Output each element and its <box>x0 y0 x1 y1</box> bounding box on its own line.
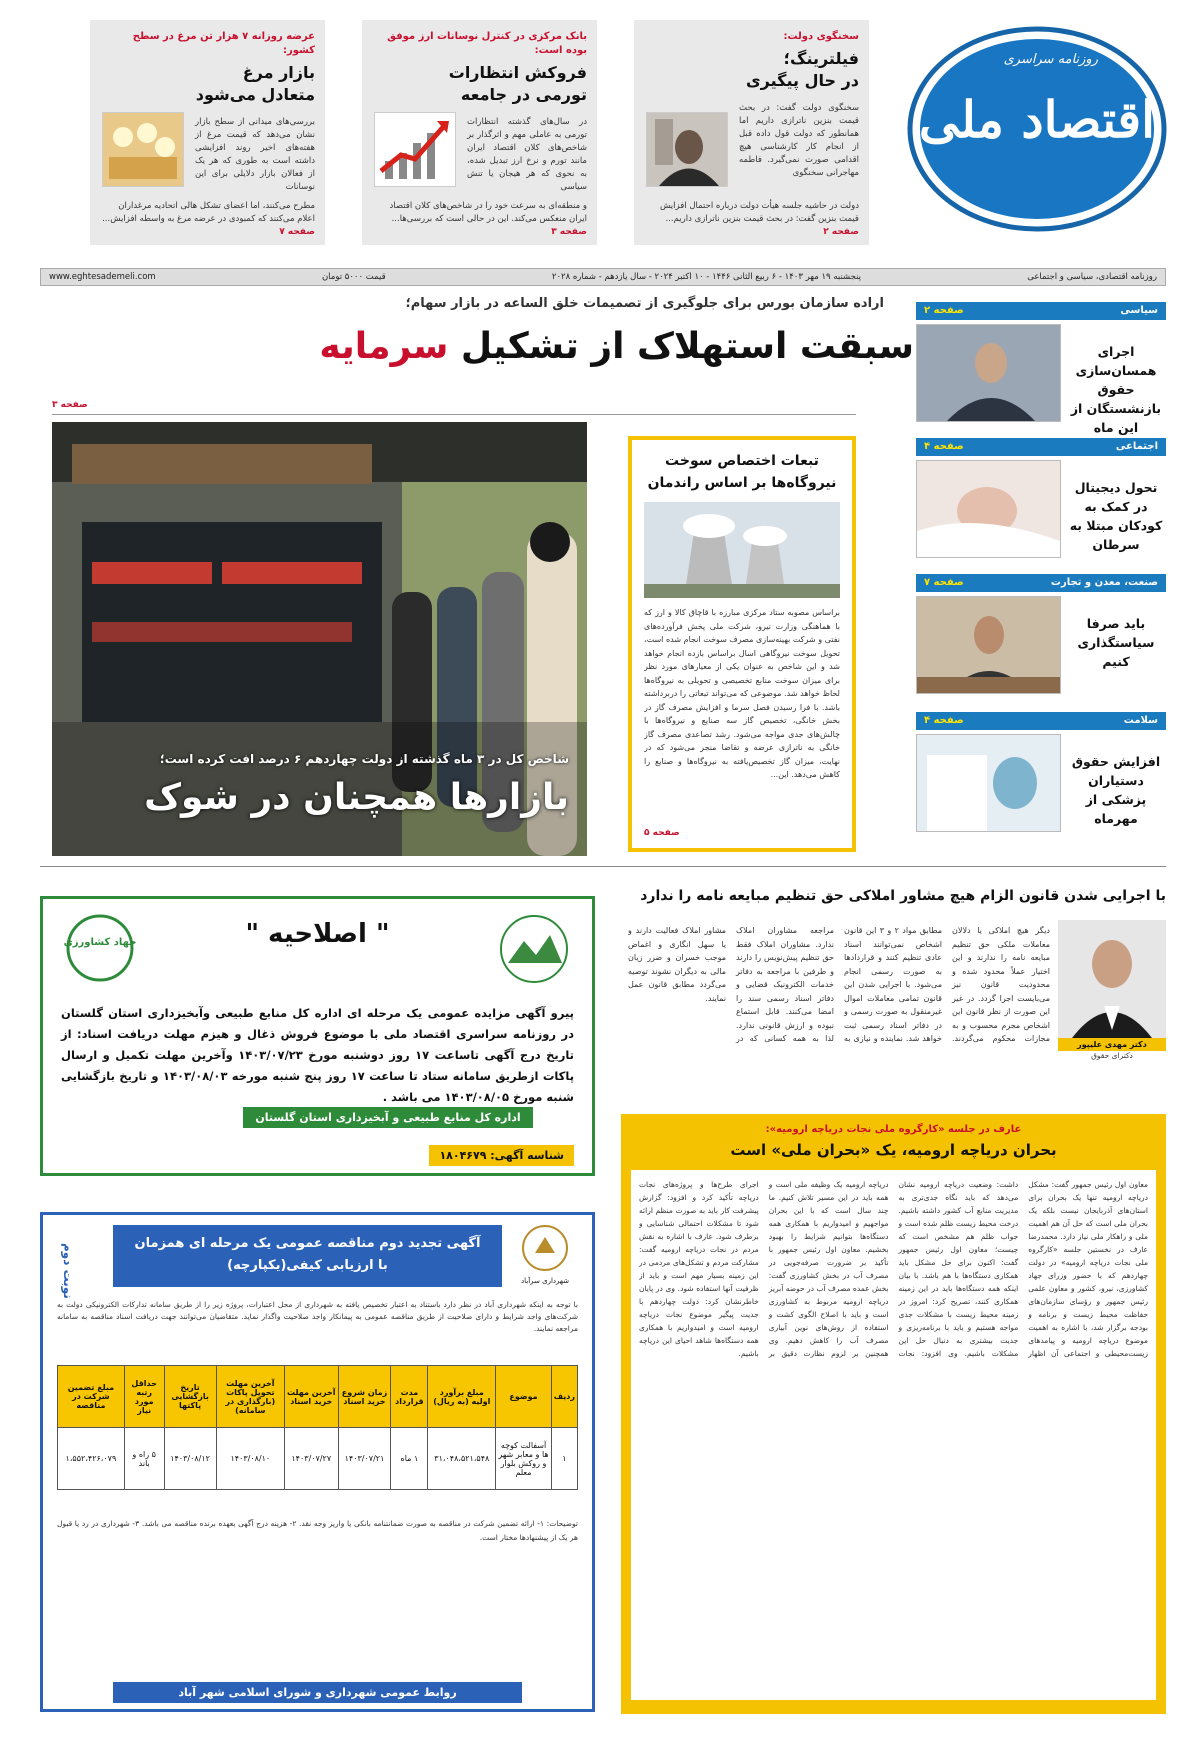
realestate-body: دیگر هیچ املاکی یا دلالان معاملات ملکی حق تنظیم مبایعه نامه را ندارند و این اختیار عملاً محدود شده و محدودیت قانون نیز می‌بایست اجرا گردد. در غیر این صورت از نظر قانون این اشخاص مجرم محسوب و به مجازات محکوم می‌گردند. مطابق مواد ۲ و ۳ این قانون اشخاص نمی‌توانند اسناد عادی تنظیم کنند و قراردادها به صورت رسمی انجام می‌شود. با اجرایی شدن این قانون تمامی معاملات اموال غیرمنقول به صورت رسمی و در دفاتر اسناد رسمی ثبت خواهد شد. نماینده و نیازی به مراجعه مشاوران املاک ندارد. مشاوران املاک فقط حق تنظیم پیش‌نویس را دارند و طرفین با مراجعه به دفاتر خدمات الکترونیک قضایی و دفاتر اسناد رسمی سند را امضا می‌کنند. قابل استماع نبوده و ارزش قانونی ندارد. لذا به همه کسانی که در مشاور املاک فعالیت دارند و یا سهل انگاری و اغماض موجب خسران و ضرر زیان مالی به دیگران نشوند توصیه می‌گردد مطابق قانون عمل نمایند. <box>628 926 1050 1043</box>
author-name: دکتر مهدی علیپور <box>1058 1038 1166 1051</box>
sidebar-caption: تحول دیجیتال در کمک به کودکان مبتلا به سرطان <box>1069 480 1163 552</box>
table-cell: ۱۴۰۳/۰۷/۲۷ <box>285 1428 338 1490</box>
photo-title: بازارها همچنان در شوک <box>144 777 569 818</box>
lead-rule <box>52 414 856 415</box>
table-cell: ۵ راه و باند <box>124 1428 164 1490</box>
lead-headline[interactable] <box>319 322 914 372</box>
power-plant-photo <box>644 502 840 598</box>
lead-page-ref[interactable]: صفحه ۳ <box>52 400 88 410</box>
energy-title: تبعات اختصاص سوخت نیروگاه‌ها بر اساس راندمان <box>647 453 837 491</box>
crisis-article[interactable] <box>621 1114 1166 1714</box>
crisis-title: بحران دریاچه ارومیه، یک «بحران ملی» است <box>730 1141 1057 1159</box>
notice-id: شناسه آگهی: ۱۸۰۴۶۷۹ <box>429 1145 574 1166</box>
table-header: ردیف <box>551 1366 577 1428</box>
teaser-body-cont: مطرح می‌کنند، اما اعضای تشکل هالی اتحادیه مرغداران اعلام می‌کنند که کمبودی در عرضه مرغ به واسطه افزایش... <box>102 201 315 224</box>
notice-badge: نوبت دوم <box>61 1243 75 1299</box>
teaser-filtering[interactable] <box>634 20 869 245</box>
page-ref[interactable]: صفحه ۳ <box>551 227 587 237</box>
sidebar-caption: افزایش حقوق دستیاران پزشکی از مهرماه <box>1071 754 1161 826</box>
table-header: حداقل رتبه مورد نیاز <box>124 1366 164 1428</box>
teaser-kicker: سخنگوی دولت: <box>783 31 859 42</box>
teaser-body-cont: دولت در حاشیه جلسه هیأت دولت درباره احتمال افزایش قیمت بنزین گفت: در بحث قیمت بنزین ناترازی داریم... <box>659 201 859 224</box>
sidebar-section: صنعت، معدن و تجارت <box>1050 577 1158 588</box>
realestate-title[interactable]: با اجرایی شدن قانون الزام هیچ مشاور املاکی حق تنظیم مبایعه نامه را ندارد <box>640 888 1166 904</box>
spokeswoman-photo <box>646 112 728 187</box>
table-header: آخرین مهلت تحویل پاکات (بارگذاری در سامانه) <box>216 1366 284 1428</box>
sidebar-section: سیاسی <box>1120 305 1158 316</box>
page-ref[interactable]: صفحه ۷ <box>924 577 964 588</box>
energy-body: براساس مصوبه ستاد مرکزی مبارزه با قاچاق کالا و ارز که با هماهنگی وزارت نیرو، شرکت ملی پخش فرآورده‌های نفتی و شرکت بهینه‌سازی مصرف سوخت انجام شده است، تحویل سوخت نیروگاهی اسال براساس بازده انجام خواهد شد و این شاخص به عنوان یکی از معیارهای مورد نظر برای میزان سوخت منابع تخصیصی و تحویلی به نیروگاه‌ها لحاظ خواهد شد. موضوعی که می‌تواند تبعاتی را دربرداشته باشد. با فرا رسیدن فصل سرما و افزایش مصرف گاز در بخش خانگی، تخصیص گاز سه صنایع و نیروگاه‌ها با چالش‌های جدی مواجه می‌شود. رشد تصاعدی مصرف گاز خانگی به ناترازی عرضه و تقاضا منجر می‌شود که در نهایت، میزان گاز تخصیص‌یافته به نیروگاه‌ها و صنایع را کاهش می‌دهد. این... <box>644 608 840 779</box>
photo-overtitle: شاخص کل در ۳ ماه گذشته از دولت چهاردهم ۶ درصد افت کرده است؛ <box>159 752 569 766</box>
dateline-strip <box>40 268 1166 286</box>
forest-emblem <box>494 913 574 985</box>
table-header: زمان شروع خرید اسناد <box>338 1366 391 1428</box>
teaser-title: متعادل می‌شود <box>195 85 315 104</box>
lead-headline-highlight: سرمایه <box>319 326 449 367</box>
sidebar-bar <box>916 574 1166 592</box>
sidebar-item-political[interactable] <box>916 302 1166 435</box>
tender-table <box>57 1365 578 1490</box>
crisis-body: معاون اول رئیس جمهور گفت: مشکل دریاچه ارومیه تنها یک بحران برای استان‌های آذربایجان نیست بلکه یک بحران ملی است که حل آن هم اهمیت ملی و راهکار ملی نیاز دارد. محمدرضا عارف در نخستین جلسه «کارگروه ملی نجات دریاچه ارومیه» در دولت چهاردهم که با حضور وزرای جهاد کشاورزی، نیرو، کشور و معاون علمی رئیس جمهور و رؤسای سازمان‌های حفاظت محیط زیست و برنامه و بودجه برگزار شد، با اشاره به اهمیت موضوع دریاچه ارومیه و پیامدهای زیست‌محیطی و اجتماعی آن اظهار داشت: وضعیت دریاچه ارومیه نشان می‌دهد که باید نگاه جدی‌تری به مدیریت منابع آب کشور داشته باشیم. درخت محیط زیست ظلم شده است و جواب ظلم هم مشخص است که چیست؛ معاون اول رئیس جمهور گفت: اکنون برای حل مشکل باید همکاری دستگاه‌ها با هم باشد. با بیان اینکه همه دستگاه‌ها باید در این زمینه همکاری کنند، تصریح کرد: امروز در زمینه محیط زیست با مشکلات جدی مواجه هستیم و باید با برنامه‌ریزی و جدیت بیشتری به دنبال حل این مشکلات باشیم. وی افزود: نجات دریاچه ارومیه یک وظیفه ملی است و همه باید در این مسیر تلاش کنیم. ما چند سال است که با این بحران مواجهیم و امیدواریم با همکاری همه دستگاه‌ها بتوانیم شرایط را بهبود بخشیم. معاون اول رئیس جمهور با تأکید بر ضرورت صرفه‌جویی در مصرف آب در بخش کشاورزی گفت: بخش عمده مصرف آب در حوضه آبریز دریاچه ارومیه مربوط به کشاورزی است و باید با اصلاح الگوی کشت و استفاده از روش‌های نوین آبیاری مصرف آب را کاهش دهیم. وی همچنین بر لزوم نظارت دقیق بر اجرای طرح‌ها و پروژه‌های نجات دریاچه تأکید کرد و افزود: گزارش پیشرفت کار باید به صورت منظم ارائه شود تا مشکلات احتمالی شناسایی و برطرف شود. عارف با اشاره به نقش مردم در نجات دریاچه ارومیه گفت: مشارکت مردم و تشکل‌های مردمی در این زمینه بسیار مهم است و باید از ظرفیت آنها استفاده شود. وی در پایان خاطرنشان کرد: دولت چهاردهم با جدیت پیگیر موضوع نجات دریاچه ارومیه است و امیدواریم با همکاری همه دستگاه‌ها شاهد احیای این دریاچه باشیم. <box>639 1180 1148 1358</box>
dateline-website[interactable]: www.eghtesademeli.com <box>49 272 156 282</box>
masthead <box>906 22 1168 236</box>
table-header: مبلغ تضمین شرکت در مناقصه <box>58 1366 125 1428</box>
energy-page-ref[interactable]: صفحه ۵ <box>644 828 680 838</box>
dateline-section: روزنامه اقتصادی، سیاسی و اجتماعی <box>1027 272 1157 282</box>
exchange-photo[interactable] <box>52 422 587 856</box>
table-header: آخرین مهلت خرید اسناد <box>285 1366 338 1428</box>
inflation-chart-icon <box>374 112 456 187</box>
ministry-logo <box>61 913 139 983</box>
table-cell: ۱۴۰۳/۰۷/۲۱ <box>338 1428 391 1490</box>
table-header: موضوع <box>496 1366 551 1428</box>
teaser-chicken[interactable] <box>90 20 325 245</box>
section-divider <box>40 866 1166 867</box>
sidebar-item-health[interactable] <box>916 712 1166 842</box>
teaser-title: بازار مرغ <box>242 63 315 82</box>
table-header-row <box>58 1366 578 1428</box>
masthead-subtitle: روزنامه سراسری <box>1003 52 1098 67</box>
sidebar-bar <box>916 712 1166 730</box>
teaser-inflation[interactable] <box>362 20 597 245</box>
table-cell: ۱ <box>551 1428 577 1490</box>
table-cell: ۱۴۰۳/۰۸/۱۰ <box>216 1428 284 1490</box>
notice-org: اداره کل منابع طبیعی و آبخیزداری استان گلستان <box>243 1107 533 1128</box>
parliament-speaker-photo <box>916 324 1061 422</box>
sidebar-caption: باید صرفا سیاستگذاری کنیم <box>1077 616 1155 669</box>
table-header: مبلغ برآورد اولیه (به ریال) <box>428 1366 496 1428</box>
correction-notice[interactable] <box>40 896 595 1176</box>
energy-article[interactable] <box>628 436 856 852</box>
tender-title-box <box>113 1225 502 1287</box>
tender-intro: با توجه به اینکه شهرداری آباد در نظر دارد باستناد به اعتبار تخصیص یافته به شهرداری از محل اعتبارات، پروژه زیر را از طریق سامانه تدارکات الکترونیکی دولت به شرکت‌های واجد شرایط و دارای صلاحیت از طریق مناقصه عمومی به پیمانکار واجد صلاحیت واگذار نماید. متقاضیان می‌توانند جهت دریافت اسناد مناقصه به سامانه مراجعه نمایند. <box>57 1300 578 1333</box>
teaser-title: فروکش انتظارات <box>448 63 587 82</box>
tender-footer: روابط عمومی شهرداری و شورای اسلامی شهر آباد <box>113 1682 522 1703</box>
sidebar-caption: اجرای همسان‌سازی حقوق بازنشستگان از این ماه <box>1070 344 1162 435</box>
municipality-logo <box>512 1223 578 1289</box>
teaser-body: بررسی‌های میدانی از سطح بازار نشان می‌دهد که قیمت مرغ از هفته‌های اخیر روند افزایشی داشته است به طوری که هر یک از فعالان بازار دلایلی برای این نوسانات <box>195 117 315 192</box>
teaser-body: در سال‌های گذشته انتظارات تورمی به عاملی مهم و اثرگذار بر شاخص‌های کلان اقتصاد ایران مانند تورم و نرخ ارز تبدیل شده، به نحوی که هر هیجان یا تنش سیاسی <box>467 117 587 192</box>
teaser-kicker: بانک مرکزی در کنترل نوسانات ارز موفق بوده است: <box>387 31 587 56</box>
sidebar-item-social[interactable] <box>916 438 1166 568</box>
logo-caption: شهرداری سرآباد <box>521 1277 569 1285</box>
tender-notice[interactable] <box>40 1212 595 1712</box>
notice-title: " اصلاحیه " <box>245 919 390 949</box>
tender-subtitle: با ارزیابی کیفی(یکپارچه) <box>227 1258 388 1273</box>
teaser-body-cont: و منطقه‌ای به سرعت خود را در شاخص‌های کلان اقتصاد ایران منعکس می‌کند. این در حالی است که بررسی‌ها... <box>389 201 587 224</box>
dateline-price: قیمت ۵۰۰۰ تومان <box>321 272 386 282</box>
medical-photo <box>916 734 1061 832</box>
page-ref[interactable]: صفحه ۴ <box>924 715 964 726</box>
teaser-title: تورمی در جامعه <box>460 85 587 104</box>
table-cell: ۱۴۰۳/۰۸/۱۲ <box>164 1428 216 1490</box>
page-ref[interactable]: صفحه ۲ <box>924 305 964 316</box>
sidebar-item-industry[interactable] <box>916 574 1166 704</box>
newborn-photo <box>916 460 1061 558</box>
teaser-title: در حال پیگیری <box>746 71 859 90</box>
notice-body: پیرو آگهی مزایده عمومی یک مرحله ای اداره کل منابع طبیعی وآبخیزداری استان گلستان در روزنامه سراسری اقتصاد ملی با موضوع فروش ذغال و هیزم مهلت دریافت اسناد: از تاریخ درج آگهی تاساعت ۱۷ روز دوشنبه مورخ ۱۴۰۳/۰۷/۲۳ وآخرین مهلت تکمیل و ارسال پاکات ازطریق سامانه ستاد تا ساعت ۱۷ روز پنج شنبه مورخه ۱۴۰۳/۰۸/۰۳ و تاریخ بازگشایی شنبه مورخ ۱۴۰۳/۰۸/۰۵ می باشد . <box>61 1006 575 1104</box>
logo-text: جهاد کشاورزی <box>63 937 137 948</box>
masthead-name: اقتصاد ملی <box>918 90 1156 149</box>
dateline-date: پنجشنبه ۱۹ مهر ۱۴۰۳ - ۶ ربیع الثانی ۱۴۴۶ - ۱۰ اکتبر ۲۰۲۴ - سال یازدهم - شماره ۲۰۲۸ <box>551 272 862 282</box>
minister-photo <box>916 596 1061 694</box>
chicken-photo <box>102 112 184 187</box>
teaser-body: سخنگوی دولت گفت: در بحث قیمت بنزین ناترازی داریم اما همانطور که دولت قول داده قبل از انجام کار کارشناسی هیچ اقدامی صورت نمی‌گیرد. فاطمه مهاجرانی سخنگوی <box>739 103 859 178</box>
table-row <box>58 1428 578 1490</box>
table-cell: ۱ ماه <box>391 1428 428 1490</box>
table-cell: ۳۱،۰۴۸،۵۲۱،۵۴۸ <box>428 1428 496 1490</box>
lead-kicker: اراده سازمان بورس برای جلوگیری از تصمیمات خلق الساعه در بازار سهام؛ <box>405 296 884 311</box>
author-photo <box>1058 920 1166 1038</box>
lead-headline-main: سبقت استهلاک از تشکیل <box>460 326 914 367</box>
tender-notes: توضیحات: ۱- ارائه تضمین شرکت در مناقصه به صورت ضمانتنامه بانکی یا واریز وجه نقد. ۲- هزینه درج آگهی بعهده برنده مناقصه می باشد. ۳- شهرداری در رد یا قبول هر یک از پیشنهادها مختار است. <box>57 1519 578 1542</box>
sidebar-bar <box>916 438 1166 456</box>
table-cell: آسفالت کوچه ها و معابر شهر و روکش بلوار معلم <box>496 1428 551 1490</box>
realestate-author <box>1058 920 1166 1080</box>
page-ref[interactable]: صفحه ۴ <box>924 441 964 452</box>
page-ref[interactable]: صفحه ۷ <box>279 227 315 237</box>
author-role: دکترای حقوق <box>1091 1051 1133 1060</box>
sidebar-section: اجتماعی <box>1115 441 1158 452</box>
sidebar-bar <box>916 302 1166 320</box>
crisis-kicker: عارف در جلسه «کارگروه ملی نجات دریاچه ارومیه»: <box>765 1124 1022 1135</box>
teaser-kicker: عرضه روزانه ۷ هزار تن مرغ در سطح کشور: <box>132 31 315 56</box>
page-ref[interactable]: صفحه ۲ <box>823 227 859 237</box>
table-cell: ۱،۵۵۲،۴۲۶،۰۷۹ <box>58 1428 125 1490</box>
table-header: مدت قرارداد <box>391 1366 428 1428</box>
tender-title: آگهی تجدید دوم مناقصه عمومی یک مرحله ای همزمان <box>134 1236 481 1251</box>
teaser-title: فیلترینگ؛ <box>783 49 859 68</box>
crisis-body-frame <box>631 1170 1156 1700</box>
sidebar-section: سلامت <box>1123 715 1158 726</box>
table-header: تاریخ بازگشایی پاکتها <box>164 1366 216 1428</box>
